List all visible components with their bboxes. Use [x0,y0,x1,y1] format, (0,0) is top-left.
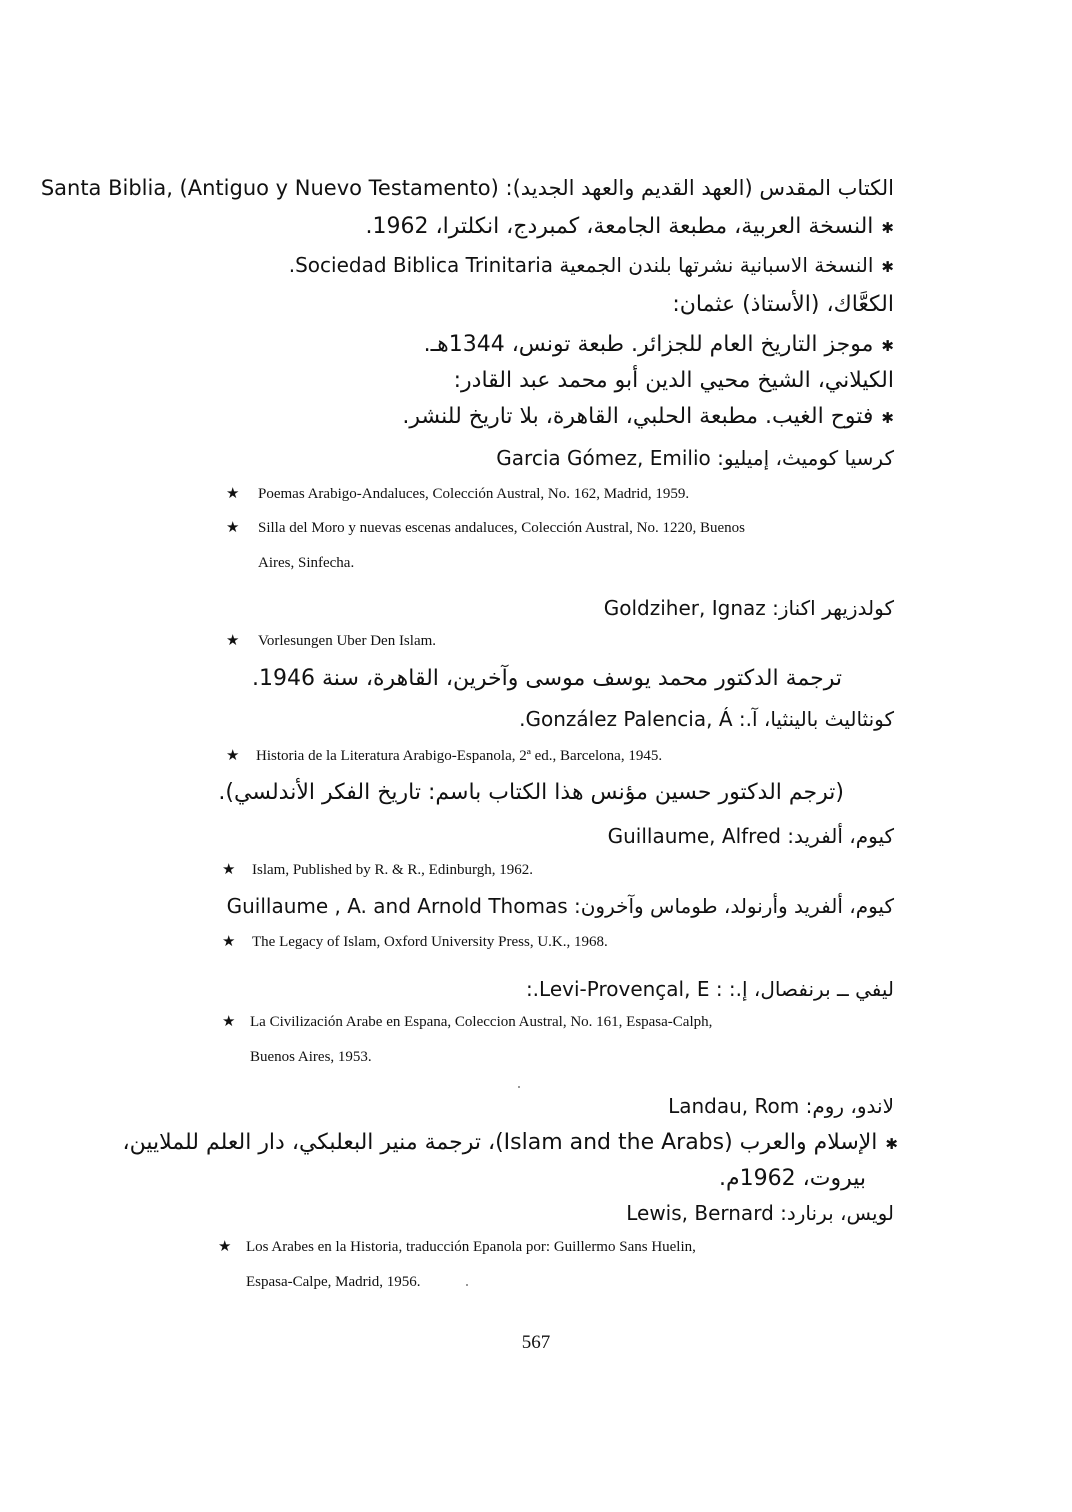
bib-author-gonzalez-palencia: كونثاليث بالينثيا، آ.: González Palencia, Á. [519,707,894,731]
bib-item-text: الإسلام والعرب (Islam and the Arabs)، ترجمة منير البعلبكي، دار العلم للملايين، [122,1130,878,1155]
bib-author-kaak: الكعَّاك، (الأستاذ) عثمان: [672,292,894,317]
bib-author-guillaume: كيوم، ألفريد: Guillaume, Alfred [607,824,894,848]
bib-item-text: فتوح الغيب. مطبعة الحلبي، القاهرة، بلا تاريخ للنشر. [402,404,874,429]
bib-note-mounis-translation: (ترجم الدكتور حسين مؤنس هذا الكتاب باسم: تاريخ الفكر الأندلسي). [218,780,844,805]
bib-item-legacy: The Legacy of Islam, Oxford University Press, U.K., 1968. [252,934,608,950]
star-icon: ★ [222,1012,236,1030]
page-speck [466,1284,468,1286]
bib-item-historia: Historia de la Literatura Arabigo-Espanola, 2ª ed., Barcelona, 1945. [256,748,663,764]
bib-author-landau: لاندو، روم: Landau, Rom [668,1094,894,1118]
bib-item-islam: Islam, Published by R. & R., Edinburgh, 1962. [252,862,533,878]
star-icon: ★ [222,860,236,878]
bib-item-kilani [334,404,894,430]
page-speck [518,1086,520,1088]
bib-item-bible-arabic [334,214,894,240]
bib-author-guillaume-arnold: كيوم، ألفريد وأرنولد، طوماس وآخرون: Guillaume , A. and Arnold Thomas [226,894,894,918]
star-icon: ★ [226,746,240,764]
bib-item-vorlesungen: Vorlesungen Uber Den Islam. [258,633,437,649]
bib-note-goldziher-translation: ترجمة الدكتور محمد يوسف موسى وآخرين، القاهرة، سنة 1946. [252,666,842,691]
star-icon: ★ [226,518,240,536]
bib-author-kilani: الكيلاني، الشيخ محيي الدين أبو محمد عبد القادر: [453,368,894,393]
star-icon: ★ [226,484,240,502]
star-icon: ★ [226,631,240,649]
bib-item-poemas: Poemas Arabigo-Andaluces, Colección Austral, No. 162, Madrid, 1959. [258,486,690,502]
page-number: 567 [521,1332,551,1353]
bib-item-civilizacion-cont: Buenos Aires, 1953. [250,1049,372,1065]
bib-item-silla: Silla del Moro y nuevas escenas andaluces, Colección Austral, No. 1220, Buenos [258,520,745,536]
star-icon: ★ [222,932,236,950]
bib-author-lewis: لويس، برنارد: Lewis, Bernard [626,1201,894,1225]
asterisk-icon: ✱ [881,219,894,237]
bib-author-bible: الكتاب المقدس (العهد القديم والعهد الجديد): Santa Biblia, (Antiguo y Nuevo Testamento) [40,176,894,200]
bib-item-text: موجز التاريخ العام للجزائر. طبعة تونس، 1344هـ. [423,332,874,357]
bib-item-silla-cont: Aires, Sinfecha. [258,555,355,571]
bib-author-garcia-gomez: كرسيا كوميث، إميليو: Garcia Gómez, Emilio [496,446,894,470]
bib-item-islam-arabs-cont: بيروت، 1962م. [719,1166,866,1191]
bib-item-los-arabes: Los Arabes en la Historia, traducción Epanola por: Guillermo Sans Huelin, [246,1239,696,1255]
bib-item-los-arabes-cont: Espasa-Calpe, Madrid, 1956. [246,1274,421,1290]
asterisk-icon: ✱ [881,409,894,427]
bib-item-bible-spanish [288,253,894,277]
bib-item-civilizacion: La Civilización Arabe en Espana, Coleccion Austral, No. 161, Espasa-Calph, [250,1014,713,1030]
asterisk-icon: ✱ [881,258,894,276]
bib-item-text: النسخة الاسبانية نشرتها بلندن الجمعية Sociedad Biblica Trinitaria. [288,253,874,277]
star-icon: ★ [218,1237,232,1255]
asterisk-icon: ✱ [885,1135,898,1153]
bib-author-goldziher: كولدزيهر اكناز: Goldziher, Ignaz [603,596,894,620]
bib-item-islam-arabs [122,1130,898,1156]
bib-item-kaak [374,332,894,358]
asterisk-icon: ✱ [881,337,894,355]
bib-author-levi-provencal: ليفي ــ برنفصال، إ.: : Levi-Provençal, E.: [525,977,894,1001]
bib-item-text: النسخة العربية، مطبعة الجامعة، كمبردج، انكلترا، 1962. [365,214,874,239]
